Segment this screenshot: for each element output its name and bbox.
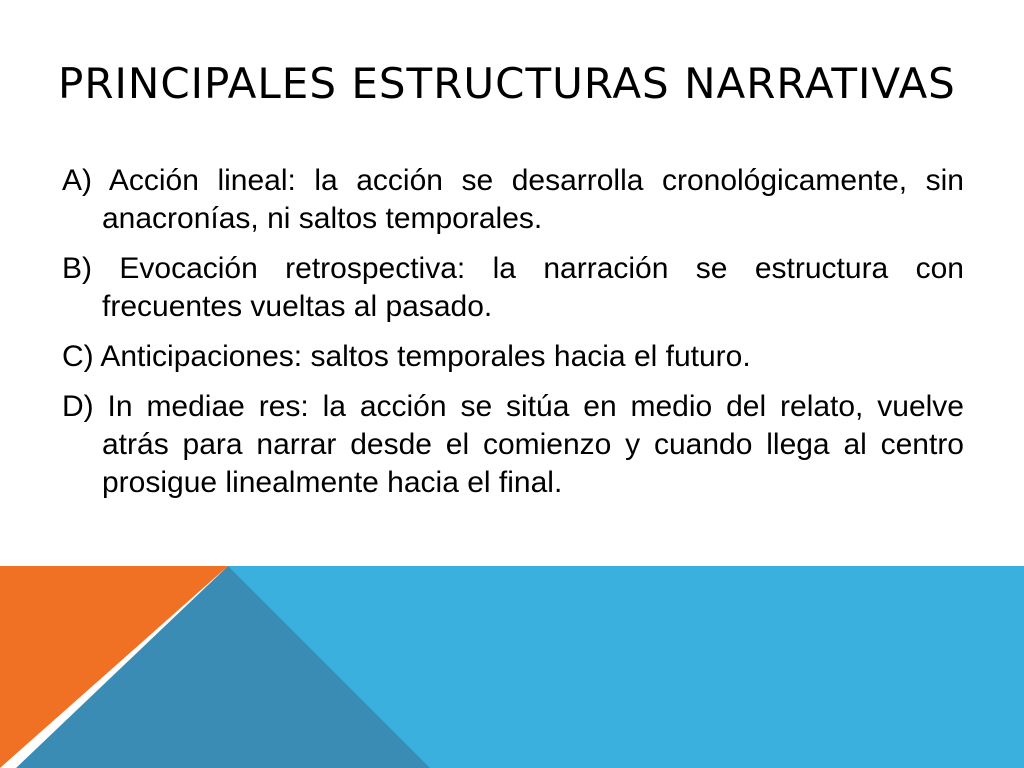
list-item-d: D) In mediae res: la acción se sitúa en medio del relato, vuelve atrás para narrar desde el comienzo y cuando llega al centro prosigue linealmente hacia el final.	[62, 390, 964, 499]
slide-title: PRINCIPALES ESTRUCTURAS NARRATIVAS	[58, 59, 956, 108]
list-item-a: A) Acción lineal: la acción se desarrolla cronológicamente, sin anacronías, ni saltos temporales.	[62, 164, 964, 235]
slide-content	[62, 162, 964, 514]
list-item-b: B) Evocación retrospectiva: la narración se estructura con frecuentes vueltas al pasado.	[62, 252, 964, 323]
list-item-c: C) Anticipaciones: saltos temporales hacia el futuro.	[62, 340, 751, 373]
